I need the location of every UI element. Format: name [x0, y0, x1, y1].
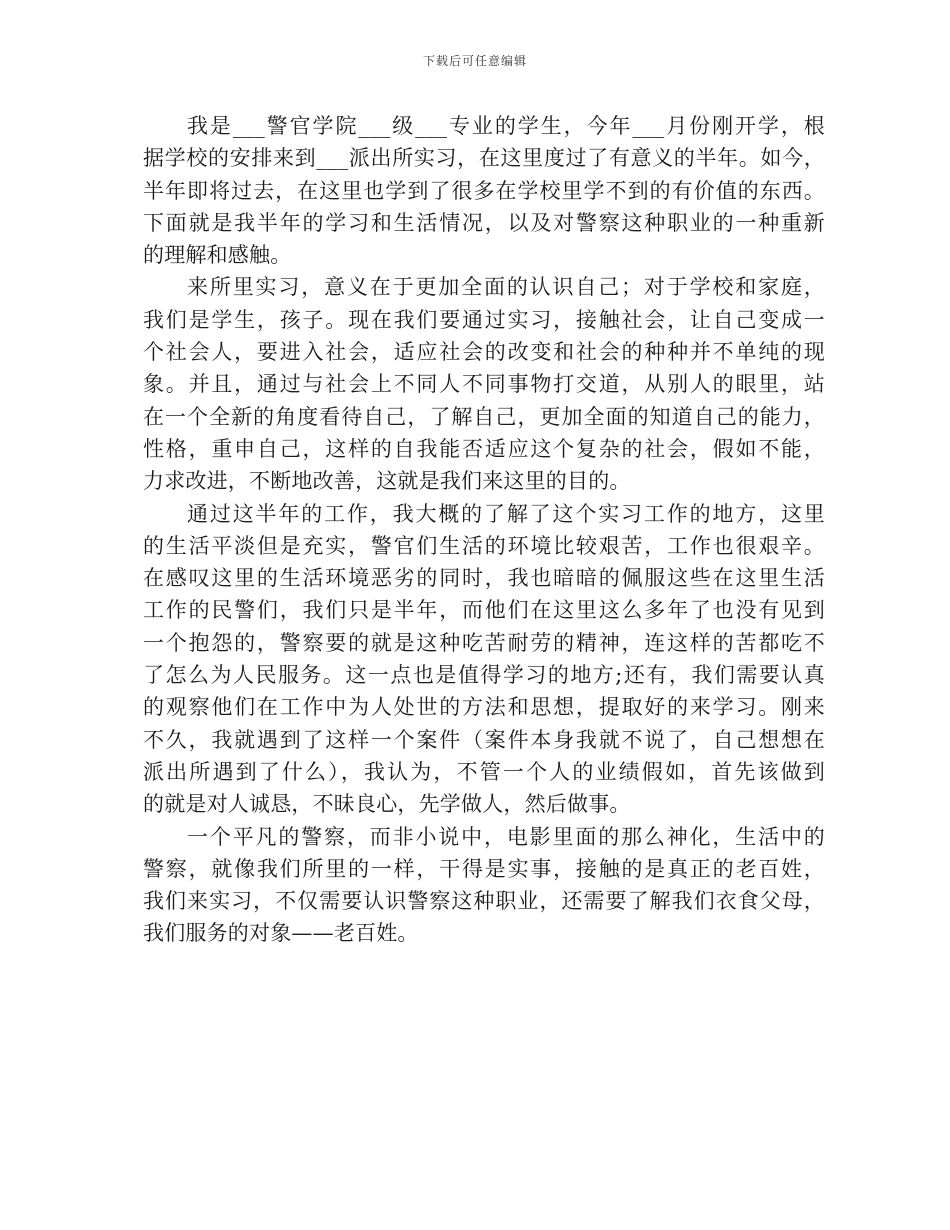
text-line: 工作的民警们，我们只是半年，而他们在这里这么多年了也没有见到: [143, 598, 825, 623]
page-header: 下载后可任意编辑: [422, 54, 527, 68]
text-line: 个社会人，要进入社会，适应社会的改变和社会的种种并不单纯的现: [143, 340, 825, 365]
text-line: 性格，重申自己，这样的自我能否适应这个复杂的社会，假如不能，: [143, 436, 825, 461]
text-line: 力求改进，不断地改善，这就是我们来这里的目的。: [143, 469, 631, 494]
text-line: 象。并且，通过与社会上不同人不同事物打交道，从别人的眼里，站: [143, 372, 825, 397]
text-line: 不久，我就遇到了这样一个案件（案件本身我就不说了，自己想想在: [143, 727, 825, 752]
paragraph-3: [143, 498, 825, 821]
text-line: 通过这半年的工作，我大概的了解了这个实习工作的地方，这里: [187, 501, 825, 526]
text-line: 在感叹这里的生活环境恶劣的同时，我也暗暗的佩服这些在这里生活: [143, 566, 825, 591]
text-line: 下面就是我半年的学习和生活情况，以及对警察这种职业的一种重新: [143, 210, 825, 235]
text-line: 来所里实习，意义在于更加全面的认识自己；对于学校和家庭，: [187, 275, 825, 300]
paragraph-1: [143, 110, 825, 271]
paragraph-2: [143, 271, 825, 497]
text-line: 半年即将过去，在这里也学到了很多在学校里学不到的有价值的东西。: [143, 178, 825, 203]
text-line: 的观察他们在工作中为人处世的方法和思想，提取好的来学习。刚来: [143, 695, 825, 720]
text-line: 的就是对人诚恳，不昧良心，先学做人，然后做事。: [143, 792, 631, 817]
text-line: 一个抱怨的，警察要的就是这种吃苦耐劳的精神，连这样的苦都吃不: [143, 630, 825, 655]
text-line: 我们服务的对象——老百姓。: [143, 921, 419, 946]
text-line: 我是___警官学院___级___专业的学生，今年___月份刚开学，根: [187, 114, 825, 138]
text-line: 的理解和感触。: [143, 243, 292, 268]
text-line: 我们来实习，不仅需要认识警察这种职业，还需要了解我们衣食父母，: [143, 889, 825, 914]
text-line: 派出所遇到了什么），我认为，不管一个人的业绩假如，首先该做到: [143, 759, 825, 784]
document-body: [143, 110, 825, 950]
paragraph-4: [143, 821, 825, 950]
text-line: 一个平凡的警察，而非小说中，电影里面的那么神化，生活中的: [187, 824, 825, 849]
text-line: 在一个全新的角度看待自己，了解自己，更加全面的知道自己的能力，: [143, 404, 825, 429]
text-line: 的生活平淡但是充实，警官们生活的环境比较艰苦，工作也很艰辛。: [143, 533, 825, 558]
text-line: 警察，就像我们所里的一样，干得是实事，接触的是真正的老百姓，: [143, 856, 825, 881]
text-line: 据学校的安排来到___派出所实习，在这里度过了有意义的半年。如今，: [143, 146, 825, 171]
text-line: 了怎么为人民服务。这一点也是值得学习的地方;还有，我们需要认真: [143, 663, 825, 688]
text-line: 我们是学生，孩子。现在我们要通过实习，接触社会，让自己变成一: [143, 307, 825, 332]
